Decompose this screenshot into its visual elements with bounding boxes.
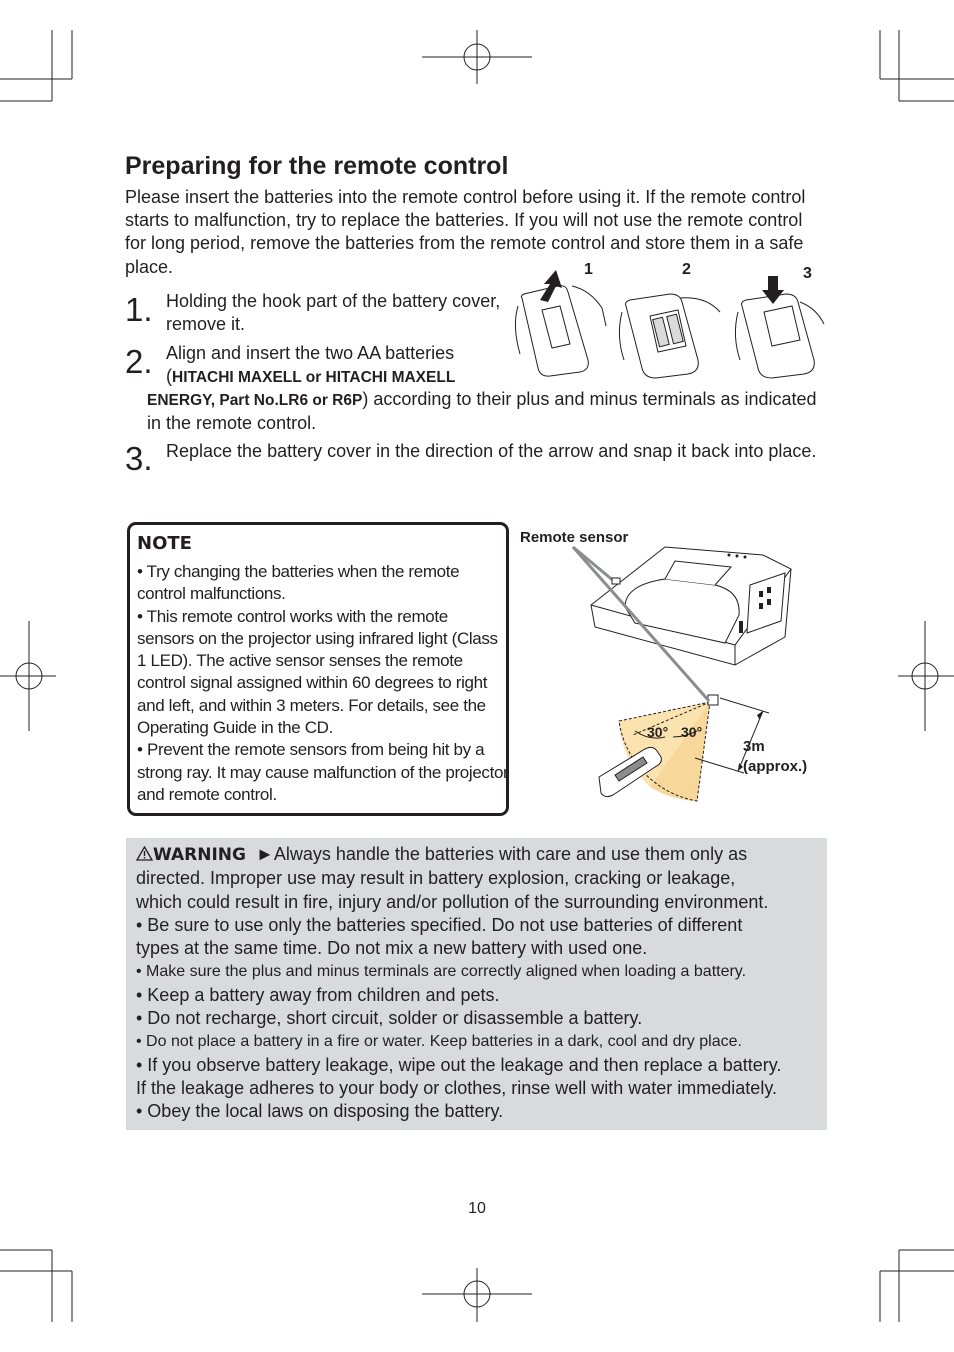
step-number-2: 2. [125, 343, 153, 380]
warning-line: which could result in fire, injury and/or pollution of the surrounding environment. [136, 891, 769, 912]
step-3-text: Replace the battery cover in the direction of the arrow and snap it back into place. [166, 441, 817, 461]
figure-label-2: 2 [682, 261, 691, 278]
angle-left-label: 30° [647, 724, 669, 740]
note-body [137, 561, 509, 806]
distance-label [743, 737, 807, 777]
step-2-text-continued [147, 388, 827, 435]
warning-line: types at the same time. Do not mix a new battery with used one. [136, 938, 648, 959]
battery-installation-figure [510, 256, 830, 384]
warning-line: If the leakage adheres to your body or clothes, rinse well with water immediately. [136, 1077, 777, 1098]
step-2-battery-model-a: HITACHI MAXELL or HITACHI MAXELL [172, 369, 456, 387]
warning-line [136, 843, 821, 867]
note-item: • This remote control works with the remote sensors on the projector using infrared light (Class 1 LED). The active sensor senses the remote control signal assigned within 60 degrees to right and left, and within 3 meters. For details, see the Operating Guide in the CD. [137, 606, 498, 738]
angle-right-label: 30° [681, 724, 703, 740]
step-2-text [166, 342, 511, 389]
step-number-1: 1. [125, 291, 153, 328]
intro-paragraph: Please insert the batteries into the remote control before using it. If the remote control starts to malfunction, try to replace the batteries. If you will not use the remote control for long period, remove the batteries from the remote control and store them in a safe place. [125, 187, 806, 277]
note-item: • Try changing the batteries when the remote control malfunctions. [137, 562, 460, 604]
warning-line: • Obey the local laws on disposing the battery. [136, 1101, 504, 1122]
warning-heading: WARNING [153, 845, 246, 865]
warning-line: directed. Improper use may result in battery explosion, cracking or leakage, [136, 868, 736, 889]
distance-qualifier: (approx.) [743, 758, 808, 775]
note-heading: NOTE [137, 533, 192, 554]
step-2-text-before: Align and insert the two AA batteries ( [166, 343, 455, 387]
remote-sensor-label: Remote sensor [520, 529, 629, 546]
figure-label-3: 3 [803, 265, 812, 282]
warning-line: • If you observe battery leakage, wipe out the leakage and then replace a battery. [136, 1054, 782, 1075]
warning-text [136, 843, 821, 1124]
step-number-3: 3. [125, 440, 153, 477]
figure-label-1: 1 [584, 261, 593, 278]
page-title: Preparing for the remote control [125, 152, 509, 180]
warning-line: • Be sure to use only the batteries specified. Do not use batteries of different [136, 914, 743, 935]
step-1-text: Holding the hook part of the battery cover, remove it. [166, 291, 501, 335]
step-2-text-after: ) according to their plus and minus terminals as indicated in the remote control. [147, 389, 817, 434]
page-number: 10 [468, 1200, 486, 1217]
warning-line: • Do not place a battery in a fire or water. Keep batteries in a dark, cool and dry place. [136, 1033, 742, 1051]
warning-marker: ► [255, 844, 274, 864]
warning-line-text: Always handle the batteries with care and use them only as [273, 844, 748, 864]
distance-value: 3m [743, 738, 765, 755]
warning-line: • Make sure the plus and minus terminals are correctly aligned when loading a battery. [136, 963, 747, 981]
step-2-battery-model-b: ENERGY, Part No.LR6 or R6P [147, 392, 363, 409]
warning-line: • Keep a battery away from children and pets. [136, 984, 500, 1005]
warning-line: • Do not recharge, short circuit, solder or disassemble a battery. [136, 1008, 643, 1029]
warning-triangle-icon [136, 846, 153, 861]
note-item: • Prevent the remote sensors from being hit by a strong ray. It may cause malfunction of the projector and remote control. [137, 740, 509, 804]
